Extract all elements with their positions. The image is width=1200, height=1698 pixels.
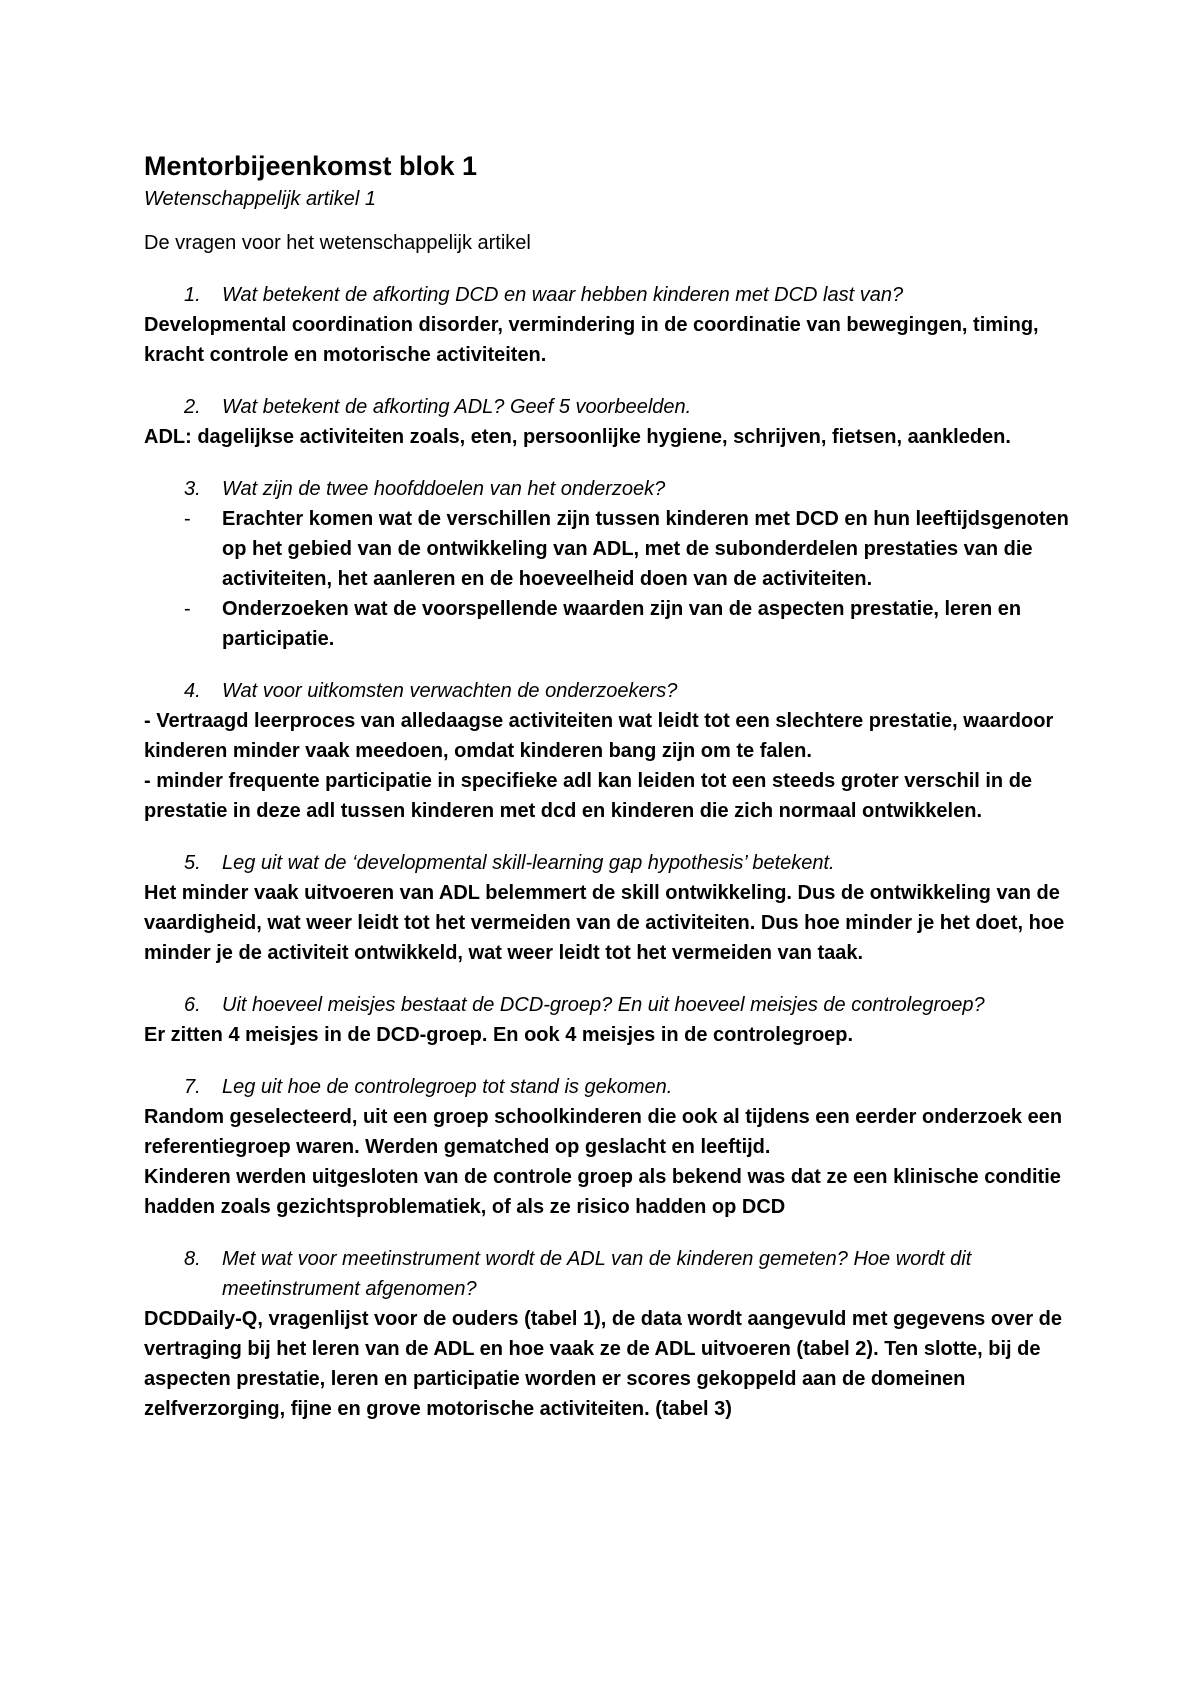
question-1 — [144, 280, 1074, 310]
question-5 — [144, 848, 1074, 878]
bullet-text: Onderzoeken wat de voorspellende waarden zijn van de aspecten prestatie, leren en participatie. — [222, 598, 1022, 650]
question-block-7 — [144, 1072, 1074, 1222]
document-subtitle: Wetenschappelijk artikel 1 — [144, 188, 376, 210]
question-text: Wat zijn de twee hoofddoelen van het onderzoek? — [222, 478, 666, 500]
question-block-5 — [144, 848, 1074, 968]
question-text: Wat voor uitkomsten verwachten de onderzoekers? — [222, 680, 678, 702]
answer-4b: - minder frequente participatie in specifieke adl kan leiden tot een steeds groter verschil in de prestatie in deze adl tussen kinderen met dcd en kinderen die zich normaal ontwikkelen. — [144, 770, 1033, 822]
question-4 — [144, 676, 1074, 706]
answer-6: Er zitten 4 meisjes in de DCD-groep. En ook 4 meisjes in de controlegroep. — [144, 1024, 854, 1046]
question-text: Leg uit hoe de controlegroep tot stand is gekomen. — [222, 1076, 673, 1098]
question-number: 2. — [184, 396, 201, 418]
bullet-dash: - — [184, 508, 191, 530]
question-block-3 — [144, 474, 1074, 654]
question-number: 8. — [184, 1248, 201, 1270]
answer-5: Het minder vaak uitvoeren van ADL belemmert de skill ontwikkeling. Dus de ontwikkeling van de vaardigheid, wat weer leidt tot het vermeiden van de activiteiten. Dus hoe minder je het doet, hoe minder je de activiteit ontwikkeld, wat weer leidt tot het vermeiden van taak. — [144, 882, 1065, 964]
question-block-2 — [144, 392, 1074, 452]
answer-7b: Kinderen werden uitgesloten van de controle groep als bekend was dat ze een klinische conditie hadden zoals gezichtsproblematiek, of als ze risico hadden op DCD — [144, 1166, 1061, 1218]
question-number: 4. — [184, 680, 201, 702]
question-number: 1. — [184, 284, 201, 306]
question-6 — [144, 990, 1074, 1020]
bullet-item — [144, 594, 1074, 654]
question-2 — [144, 392, 1074, 422]
bullet-dash: - — [184, 598, 191, 620]
question-7 — [144, 1072, 1074, 1102]
question-block-8 — [144, 1244, 1074, 1424]
document-page — [144, 148, 1074, 1446]
question-number: 3. — [184, 478, 201, 500]
answer-4a: - Vertraagd leerproces van alledaagse activiteiten wat leidt tot een slechtere prestatie, waardoor kinderen minder vaak meedoen, omdat kinderen bang zijn om te falen. — [144, 710, 1054, 762]
question-text: Wat betekent de afkorting ADL? Geef 5 voorbeelden. — [222, 396, 692, 418]
question-block-1 — [144, 280, 1074, 370]
question-3 — [144, 474, 1074, 504]
question-text: Uit hoeveel meisjes bestaat de DCD-groep? En uit hoeveel meisjes de controlegroep? — [222, 994, 985, 1016]
answer-7a: Random geselecteerd, uit een groep schoolkinderen die ook al tijdens een eerder onderzoek een referentiegroep waren. Werden gematched op geslacht en leeftijd. — [144, 1106, 1063, 1158]
bullet-text: Erachter komen wat de verschillen zijn tussen kinderen met DCD en hun leeftijdsgenoten op het gebied van de ontwikkeling van ADL, met de subonderdelen prestaties van die activiteiten, het aanleren en de hoeveelheid doen van de activiteiten. — [222, 508, 1069, 590]
question-number: 5. — [184, 852, 201, 874]
question-8 — [144, 1244, 1074, 1304]
answer-2: ADL: dagelijkse activiteiten zoals, eten, persoonlijke hygiene, schrijven, fietsen, aankleden. — [144, 426, 1011, 448]
question-number: 6. — [184, 994, 201, 1016]
question-text: Wat betekent de afkorting DCD en waar hebben kinderen met DCD last van? — [222, 284, 904, 306]
question-text: Leg uit wat de ‘developmental skill-learning gap hypothesis’ betekent. — [222, 852, 835, 874]
question-block-4 — [144, 676, 1074, 826]
question-number: 7. — [184, 1076, 201, 1098]
answer-3-bullets — [144, 504, 1074, 654]
document-intro: De vragen voor het wetenschappelijk artikel — [144, 232, 531, 254]
question-text: Met wat voor meetinstrument wordt de ADL van de kinderen gemeten? Hoe wordt dit meetinstrument afgenomen? — [222, 1248, 972, 1300]
answer-1: Developmental coordination disorder, vermindering in de coordinatie van bewegingen, timing, kracht controle en motorische activiteiten. — [144, 314, 1039, 366]
question-block-6 — [144, 990, 1074, 1050]
answer-8: DCDDaily-Q, vragenlijst voor de ouders (tabel 1), de data wordt aangevuld met gegevens over de vertraging bij het leren van de ADL en hoe vaak ze de ADL uitvoeren (tabel 2). Ten slotte, bij de aspecten prestatie, leren en participatie worden er scores gekoppeld aan de domeinen zelfverzorging, fijne en grove motorische activiteiten. (tabel 3) — [144, 1308, 1063, 1420]
bullet-item — [144, 504, 1074, 594]
document-title: Mentorbijeenkomst blok 1 — [144, 151, 478, 181]
